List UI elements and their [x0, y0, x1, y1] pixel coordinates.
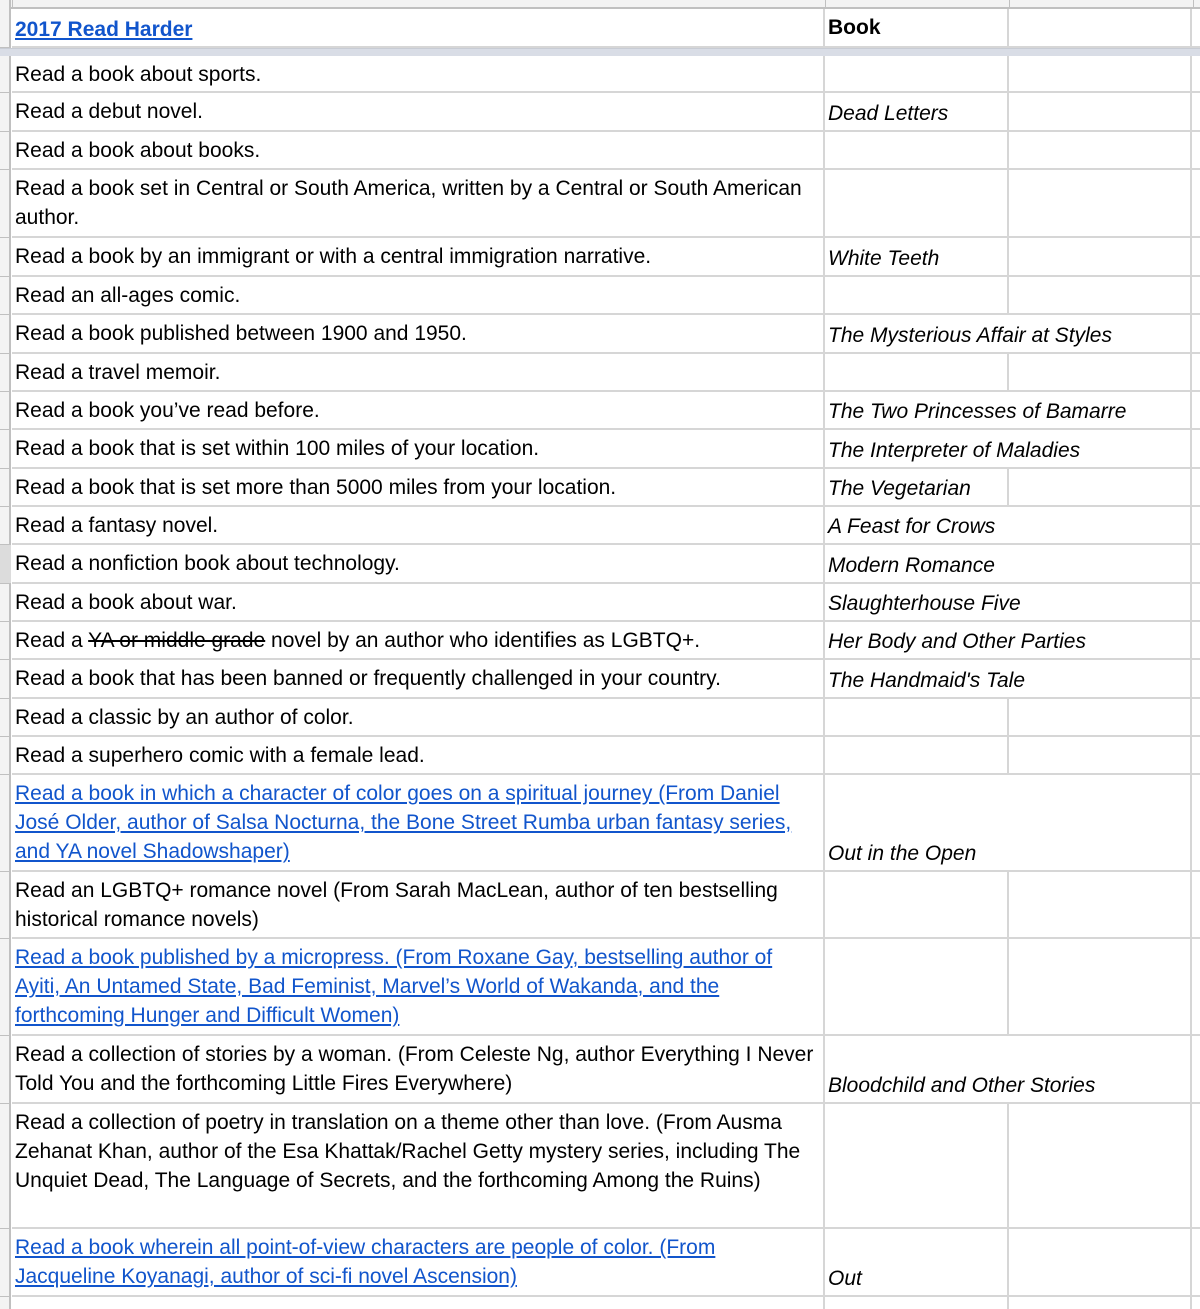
row-header-active[interactable] — [0, 545, 11, 584]
book-cell[interactable] — [825, 622, 1086, 658]
book-cell[interactable] — [825, 584, 1021, 620]
cell-empty[interactable] — [1009, 507, 1192, 543]
task-cell[interactable] — [12, 1297, 825, 1309]
row-header[interactable] — [0, 9, 11, 48]
book-title: The Vegetarian — [828, 477, 971, 500]
task-cell[interactable] — [12, 584, 825, 620]
table-row — [12, 584, 1200, 622]
row-header[interactable] — [0, 737, 11, 775]
row-header[interactable] — [0, 1229, 11, 1297]
row-header-strip — [0, 0, 11, 1309]
book-cell[interactable] — [825, 430, 1081, 467]
task-cell[interactable] — [12, 392, 825, 428]
book-title: A Feast for Crows — [828, 515, 996, 538]
book-title: Her Body and Other Parties — [828, 630, 1086, 653]
task-text: Read a book set in Central or South America, written by a Central or South American author. — [15, 177, 802, 229]
task-text: Read a travel memoir. — [15, 361, 221, 384]
row-header[interactable] — [0, 93, 11, 132]
cell-empty[interactable] — [1009, 872, 1192, 937]
row-header[interactable] — [0, 660, 11, 699]
book-cell[interactable] — [825, 1036, 1096, 1102]
table-row — [12, 775, 1200, 872]
cell-empty[interactable] — [1009, 238, 1192, 275]
table-row — [12, 1104, 1200, 1229]
table-row — [12, 737, 1200, 775]
book-title: The Mysterious Affair at Styles — [828, 324, 1112, 347]
table-row — [12, 1036, 1200, 1104]
task-text: Read a book about sports. — [15, 63, 262, 86]
task-text: Read a debut novel. — [15, 100, 203, 123]
table-row — [12, 545, 1200, 584]
frozen-rows-divider[interactable] — [0, 48, 1200, 56]
table-row — [12, 170, 1200, 238]
book-title: Slaughterhouse Five — [828, 592, 1021, 615]
table-row — [12, 469, 1200, 507]
table-row — [12, 939, 1200, 1036]
cell-empty[interactable] — [1009, 1297, 1192, 1309]
task-cell[interactable] — [12, 315, 825, 352]
task-text: Read a book you’ve read before. — [15, 399, 320, 422]
task-cell[interactable] — [12, 507, 825, 543]
table-row — [12, 93, 1200, 132]
task-cell[interactable] — [12, 775, 825, 870]
task-cell[interactable] — [12, 170, 825, 236]
book-cell[interactable] — [825, 392, 1127, 428]
task-text: Read a book that is set within 100 miles of your location. — [15, 437, 540, 460]
task-text: Read a book about war. — [15, 591, 237, 614]
task-cell[interactable] — [12, 1104, 825, 1227]
task-cell[interactable] — [12, 660, 825, 697]
task-cell[interactable] — [12, 93, 825, 130]
table-row — [12, 699, 1200, 737]
task-cell[interactable] — [12, 699, 825, 735]
cell-title[interactable] — [12, 9, 825, 46]
task-cell[interactable] — [12, 939, 825, 1034]
book-title: The Handmaid's Tale — [828, 669, 1026, 692]
row-header[interactable] — [0, 277, 11, 315]
book-cell[interactable] — [825, 1104, 1009, 1227]
book-cell[interactable] — [825, 660, 1026, 697]
table-row — [12, 315, 1200, 354]
table-row — [12, 238, 1200, 277]
cell-empty[interactable] — [1009, 93, 1192, 130]
row-header[interactable] — [0, 354, 11, 392]
task-cell[interactable] — [12, 430, 825, 467]
task-text: Read a book that has been banned or frequently challenged in your country. — [15, 667, 721, 690]
task-text: Read a book that is set more than 5000 miles from your location. — [15, 476, 617, 499]
column-header-separator[interactable] — [1009, 0, 1010, 7]
row-header[interactable] — [0, 872, 11, 939]
task-text: Read a collection of poetry in translation on a theme other than love. (From Ausma Zehanat Khan, author of the Esa Khattak/Rachel Getty mystery series, including The Unquiet Dead, The Language of Secrets, and the forthcoming Among the Ruins) — [15, 1111, 801, 1192]
cell-empty[interactable] — [1009, 699, 1192, 735]
cell-empty[interactable] — [1009, 315, 1192, 352]
task-cell[interactable] — [12, 872, 825, 937]
book-cell[interactable] — [825, 939, 1009, 1034]
cell-empty[interactable] — [1009, 1229, 1192, 1295]
row-header[interactable] — [0, 1104, 11, 1229]
book-title: The Interpreter of Maladies — [828, 439, 1081, 462]
cell-empty[interactable] — [1009, 277, 1192, 313]
task-link[interactable]: Read a book published by a micropress. (From Roxane Gay, bestselling author of Ayiti, An Untamed State, Bad Feminist, Marvel’s World of Wakanda, and the forthcoming Hunger and Difficult Women) — [15, 946, 773, 1027]
column-header-separator[interactable] — [825, 0, 826, 7]
row-header[interactable] — [0, 56, 11, 93]
cell-empty[interactable] — [1009, 56, 1192, 91]
task-link[interactable]: Read a book wherein all point-of-view characters are people of color. (From Jacqueline Koyanagi, author of sci-fi novel Ascension) — [15, 1236, 716, 1288]
table-row — [12, 354, 1200, 392]
table-row — [12, 132, 1200, 170]
row-header[interactable] — [0, 430, 11, 469]
book-cell[interactable] — [825, 56, 1009, 91]
table-row — [12, 507, 1200, 545]
cell-book-header[interactable] — [825, 9, 1009, 46]
table-row — [12, 1229, 1200, 1297]
row-header[interactable] — [0, 238, 11, 277]
book-title: Modern Romance — [828, 554, 995, 577]
cell-empty[interactable] — [1009, 939, 1192, 1034]
cell-empty[interactable] — [1009, 584, 1192, 620]
task-text-struck: YA or middle grade — [88, 629, 266, 652]
task-text-suffix: novel by an author who identifies as LGBTQ+. — [265, 629, 701, 652]
task-text: Read a superhero comic with a female lead. — [15, 744, 425, 767]
task-text: Read a collection of stories by a woman. (From Celeste Ng, author Everything I Never Told You and the forthcoming Little Fires Everywhere) — [15, 1043, 814, 1095]
task-cell[interactable] — [12, 1229, 825, 1295]
cell-empty[interactable] — [1009, 354, 1192, 390]
book-cell[interactable] — [825, 170, 1009, 236]
header-row — [12, 9, 1200, 48]
row-header[interactable] — [0, 622, 11, 660]
table-row — [12, 872, 1200, 939]
cell-empty[interactable] — [1009, 737, 1192, 773]
cell-empty[interactable] — [1009, 9, 1192, 46]
title-link[interactable]: 2017 Read Harder — [15, 18, 193, 41]
cell-empty[interactable] — [1009, 1104, 1192, 1227]
cell-empty[interactable] — [1009, 775, 1192, 870]
cell-empty[interactable] — [1009, 660, 1192, 697]
book-cell[interactable] — [825, 775, 1009, 870]
book-cell[interactable] — [825, 315, 1112, 352]
table-row — [12, 660, 1200, 699]
column-header-separator[interactable] — [12, 0, 13, 7]
cell-empty[interactable] — [1009, 132, 1192, 168]
table-row — [12, 1297, 1200, 1309]
book-column-label: Book — [828, 16, 881, 39]
task-text: Read a nonfiction book about technology. — [15, 552, 400, 575]
book-cell[interactable] — [825, 469, 1009, 505]
column-header-separator[interactable] — [1193, 0, 1194, 7]
task-cell[interactable] — [12, 277, 825, 313]
table-row — [12, 56, 1200, 93]
cell-empty[interactable] — [1009, 430, 1192, 467]
cell-empty[interactable] — [1009, 469, 1192, 505]
row-header[interactable] — [0, 315, 11, 354]
task-cell[interactable] — [12, 1036, 825, 1102]
cell-empty[interactable] — [1009, 545, 1192, 582]
cell-empty[interactable] — [1009, 170, 1192, 236]
book-cell[interactable] — [825, 93, 1009, 130]
task-cell[interactable] — [12, 56, 825, 91]
row-header[interactable] — [0, 392, 11, 430]
row-header[interactable] — [0, 170, 11, 238]
book-cell[interactable] — [825, 354, 1009, 390]
task-cell[interactable] — [12, 469, 825, 505]
table-row — [12, 622, 1200, 660]
row-header[interactable] — [0, 132, 11, 170]
row-header[interactable] — [0, 699, 11, 737]
column-header-strip — [0, 0, 1200, 9]
task-cell[interactable] — [12, 545, 825, 582]
task-link[interactable]: Read a book in which a character of color goes on a spiritual journey (From Daniel José Older, author of Salsa Nocturna, the Bone Street Rumba urban fantasy series, and YA novel Shadowshaper) — [15, 782, 792, 863]
book-title: White Teeth — [828, 247, 940, 270]
cell-empty[interactable] — [1009, 392, 1192, 428]
table-row — [12, 277, 1200, 315]
task-text: Read a book about books. — [15, 139, 261, 162]
row-header[interactable] — [0, 1036, 11, 1104]
task-text-prefix: Read a — [15, 629, 89, 652]
book-cell[interactable] — [825, 132, 1009, 168]
task-cell[interactable] — [12, 622, 825, 658]
task-text: Read an all-ages comic. — [15, 284, 241, 307]
book-cell[interactable] — [825, 1297, 1009, 1309]
book-title: Out in the Open — [828, 842, 977, 865]
table-row — [12, 430, 1200, 469]
book-cell[interactable] — [825, 277, 1009, 313]
book-cell[interactable] — [825, 1229, 1009, 1295]
book-cell[interactable] — [825, 737, 1009, 773]
table-row — [12, 392, 1200, 430]
task-text: Read an LGBTQ+ romance novel (From Sarah MacLean, author of ten bestselling historical romance novels) — [15, 879, 778, 931]
task-cell[interactable] — [12, 737, 825, 773]
book-title: Out — [828, 1267, 862, 1290]
row-header[interactable] — [0, 469, 11, 507]
book-cell[interactable] — [825, 238, 1009, 275]
row-header[interactable] — [0, 939, 11, 1036]
cell-empty[interactable] — [1009, 1036, 1192, 1102]
task-text: Read a book published between 1900 and 1950. — [15, 322, 467, 345]
book-title: Bloodchild and Other Stories — [828, 1074, 1096, 1097]
book-cell[interactable] — [825, 699, 1009, 735]
book-title: Dead Letters — [828, 102, 949, 125]
book-cell[interactable] — [825, 545, 1009, 582]
book-title: The Two Princesses of Bamarre — [828, 400, 1127, 423]
row-header[interactable] — [0, 584, 11, 622]
book-cell[interactable] — [825, 872, 1009, 937]
task-cell[interactable] — [12, 132, 825, 168]
task-cell[interactable] — [12, 354, 825, 390]
book-cell[interactable] — [825, 507, 1009, 543]
task-text: Read a fantasy novel. — [15, 514, 219, 537]
cell-empty[interactable] — [1009, 622, 1192, 658]
task-text: Read a book by an immigrant or with a central immigration narrative. — [15, 245, 652, 268]
row-header[interactable] — [0, 507, 11, 545]
task-text: Read a classic by an author of color. — [15, 706, 354, 729]
row-header[interactable] — [0, 775, 11, 872]
task-cell[interactable] — [12, 238, 825, 275]
